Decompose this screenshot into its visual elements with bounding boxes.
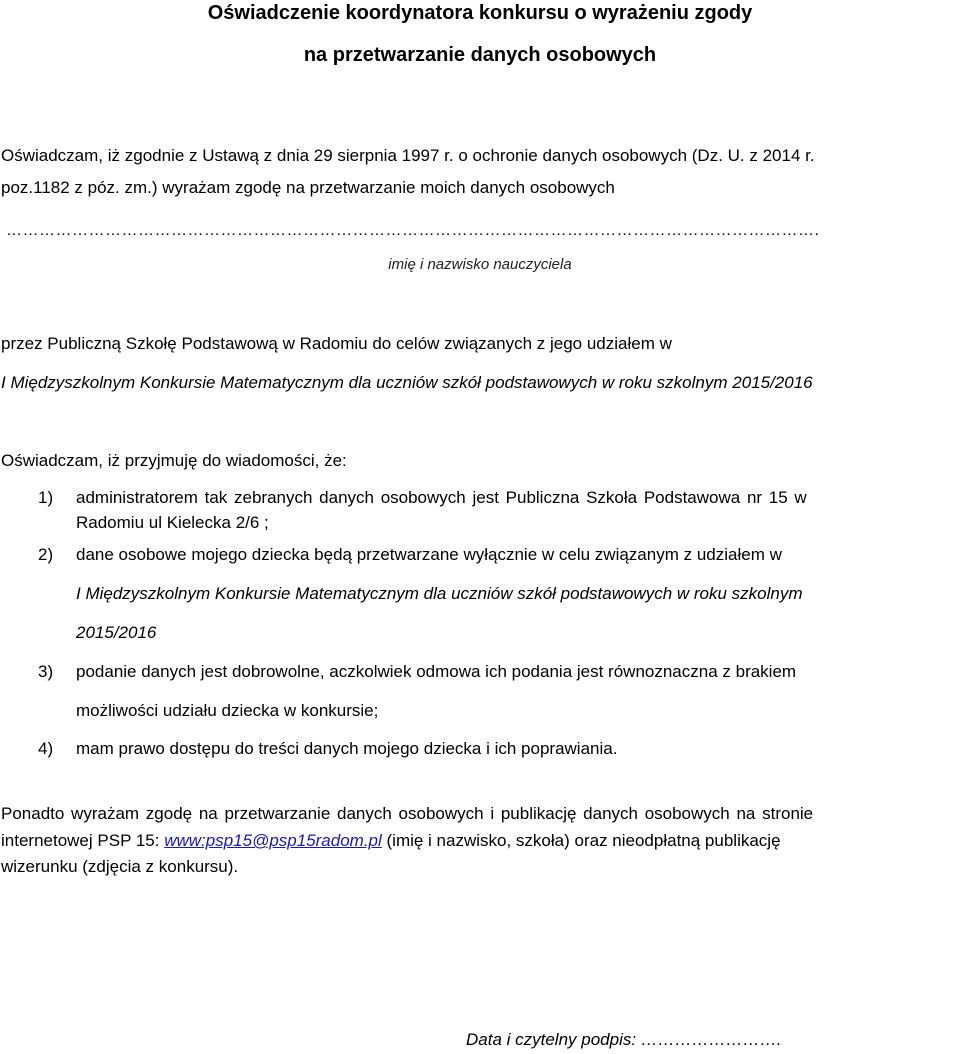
name-field-caption: imię i nazwisko nauczyciela — [388, 256, 572, 273]
list-item-text: dane osobowe mojego dziecka będą przetwarzane wyłącznie w celu związanym z udziałem w — [76, 545, 782, 564]
list-item-text: 2015/2016 — [76, 623, 157, 642]
purpose-line-1: przez Publiczną Szkołę Podstawową w Radomiu do celów związanych z jego udziałem w — [1, 334, 672, 353]
consent-line-2 — [1, 831, 781, 851]
list-item-number: 3) — [38, 662, 54, 681]
consent-line-2-end: (imię i nazwisko, szkoła) oraz nieodpłatną publikację — [381, 831, 781, 850]
list-item-number: 2) — [38, 545, 54, 564]
list-item-text: administratorem tak zebranych danych osobowych jest Publiczna Szkoła Podstawowa nr 15 w — [76, 488, 807, 507]
acknowledgement-intro: Oświadczam, iż przyjmuję do wiadomości, że: — [1, 451, 347, 470]
list-item-text: Radomiu ul Kielecka 2/6 ; — [76, 513, 269, 532]
list-item-text: podanie danych jest dobrowolne, aczkolwiek odmowa ich podania jest równoznaczna z brakiem — [76, 662, 797, 681]
list-item-text: możliwości udziału dziecka w konkursie; — [76, 701, 379, 720]
consent-line-1: Ponadto wyrażam zgodę na przetwarzanie danych osobowych i publikację danych osobowych na stronie — [1, 804, 814, 823]
list-item-text: mam prawo dostępu do treści danych mojego dziecka i ich poprawiania. — [76, 739, 618, 758]
consent-line-2-start: internetowej PSP 15: — [1, 831, 165, 850]
list-item-text: I Międzyszkolnym Konkursie Matematycznym dla uczniów szkół podstawowych w roku szkolnym — [76, 584, 803, 603]
consent-line-3: wizerunku (zdjęcia z konkursu). — [1, 857, 239, 876]
website-link[interactable]: www:psp15@psp15radom.pl — [164, 831, 382, 850]
purpose-line-2: I Międzyszkolnym Konkursie Matematycznym dla uczniów szkół podstawowych w roku szkolnym 2015/2016 — [1, 373, 813, 392]
intro-line-2: poz.1182 z póz. zm.) wyrażam zgodę na przetwarzanie moich danych osobowych — [1, 178, 615, 197]
list-item-number: 1) — [38, 488, 54, 507]
list-item-number: 4) — [38, 739, 54, 758]
signature-line: Data i czytelny podpis: ……………………. — [466, 1030, 782, 1049]
document-title-line-2: na przetwarzanie danych osobowych — [303, 44, 657, 66]
name-field-dots: …………………………………………………………………………………………………………………………………. — [6, 226, 820, 236]
document-title-line-1: Oświadczenie koordynatora konkursu o wyrażeniu zgody — [207, 2, 753, 24]
intro-line-1: Oświadczam, iż zgodnie z Ustawą z dnia 29 sierpnia 1997 r. o ochronie danych osobowych (Dz. U. z 2014 r. — [1, 146, 815, 165]
